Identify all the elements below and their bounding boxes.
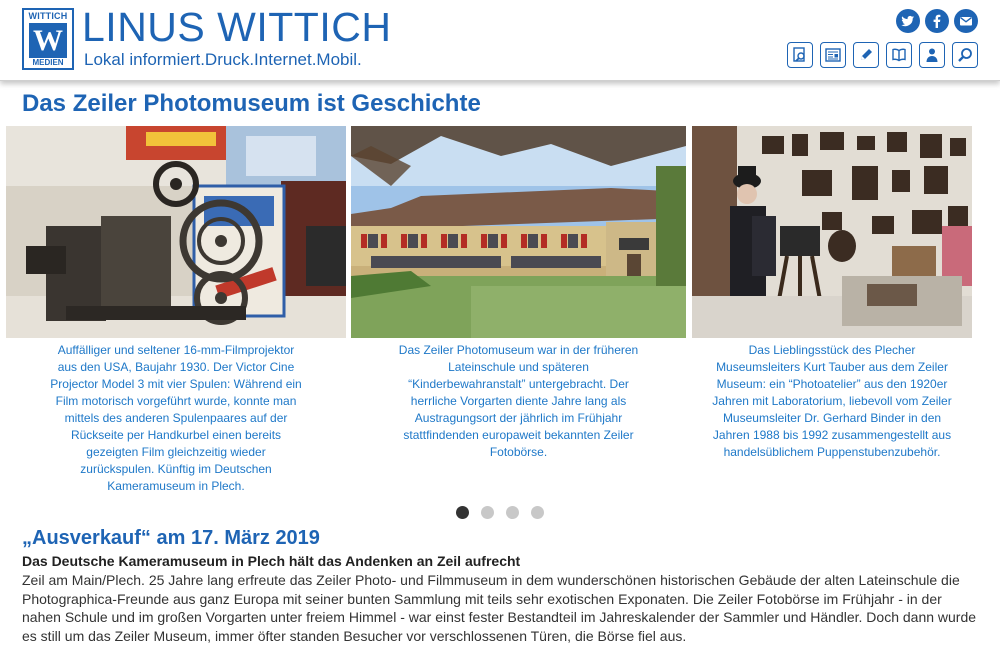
- edit-pencil-icon[interactable]: [853, 42, 879, 68]
- logo-mark: W: [29, 23, 67, 58]
- page-title: Das Zeiler Photomuseum ist Geschichte: [22, 90, 481, 117]
- projector-photo: [6, 126, 346, 338]
- museum-building-photo: [351, 126, 686, 338]
- carousel-dot-4[interactable]: [531, 506, 544, 519]
- brand-tagline: Lokal informiert.Druck.Internet.Mobil.: [84, 50, 362, 69]
- search-icon[interactable]: [952, 42, 978, 68]
- article-body: Zeil am Main/Plech. 25 Jahre lang erfreute das Zeiler Photo- und Filmmuseum in dem wunderschönen historischen Gebäude der alten Lateinschule die Photographica-Freunde aus ganz Europa mit seiner bunten Sammlung mit teils sehr exotischen Exponaten. Die Zeiler Fotobörse im Frühjahr - in der nahen Schule und im großen Vorgarten unter freiem Himmel - war einst fester Bestandteil im Jahreskalender der Sammler und Händler. Doch dann wurde es still um das Zeiler Museum, immer öfter standen Besucher vor verschlossenen Türen, die Börse fiel aus.: [22, 572, 977, 644]
- user-icon[interactable]: [919, 42, 945, 68]
- carousel-dot-1[interactable]: [456, 506, 469, 519]
- carousel-slide-3[interactable]: [692, 126, 972, 461]
- search-document-icon[interactable]: [787, 42, 813, 68]
- newspaper-icon[interactable]: [820, 42, 846, 68]
- site-header: [0, 0, 1000, 81]
- photo-studio-photo: [692, 126, 972, 338]
- carousel-dot-3[interactable]: [506, 506, 519, 519]
- slide-caption: Das Lieblingsstück des Plecher Museumsleiters Kurt Tauber aus dem Zeiler Museum: ein “Photoatelier” aus den 1920er Jahren mit Laboratorium, liebevoll vom Zeiler Museumsleiter Dr. Gerhard Binder in den Jahren 1988 bis 1992 zusammengestellt aus handelsüblichem Puppenstubenzubehör.: [712, 343, 952, 459]
- article-heading: „Ausverkauf“ am 17. März 2019: [22, 527, 320, 549]
- carousel-pagination: [456, 506, 544, 519]
- carousel-slide-2[interactable]: [351, 126, 686, 461]
- twitter-icon[interactable]: [896, 9, 920, 33]
- slide-caption: Das Zeiler Photomuseum war in der früheren Lateinschule und späteren “Kinderbewahranstalt” untergebracht. Der herrliche Vorgarten diente Jahre lang als Austragungsort der jährlich im Frühjahr stattfindenden europaweit bekannten Zeiler Fotobörse.: [398, 343, 639, 459]
- slide-caption: Auffälliger und seltener 16-mm-Filmprojektor aus den USA, Baujahr 1930. Der Victor Cine Projector Model 3 mit vier Spulen: Während ein Film motorisch vorgeführt wurde, konnte man mittels des anderen Spulenpaares auf der Rückseite per Handkurbel einen bereits gezeigten Film gleichzeitig wieder zurückspulen. Künftig im Deutschen Kameramuseum in Plech.: [50, 343, 302, 493]
- brand-name[interactable]: LINUS WITTICH: [82, 4, 392, 50]
- carousel-dot-2[interactable]: [481, 506, 494, 519]
- email-icon[interactable]: [954, 9, 978, 33]
- facebook-icon[interactable]: [925, 9, 949, 33]
- logo-top-text: WITTICH: [28, 11, 68, 21]
- article-subheading: Das Deutsche Kameramuseum in Plech hält das Andenken an Zeil aufrecht: [22, 553, 521, 569]
- logo-bottom-text: MEDIEN: [32, 58, 64, 67]
- social-links: [896, 9, 978, 33]
- wittich-logo[interactable]: [22, 8, 74, 70]
- toolbar: [787, 42, 978, 68]
- carousel-slide-1[interactable]: [6, 126, 346, 495]
- book-icon[interactable]: [886, 42, 912, 68]
